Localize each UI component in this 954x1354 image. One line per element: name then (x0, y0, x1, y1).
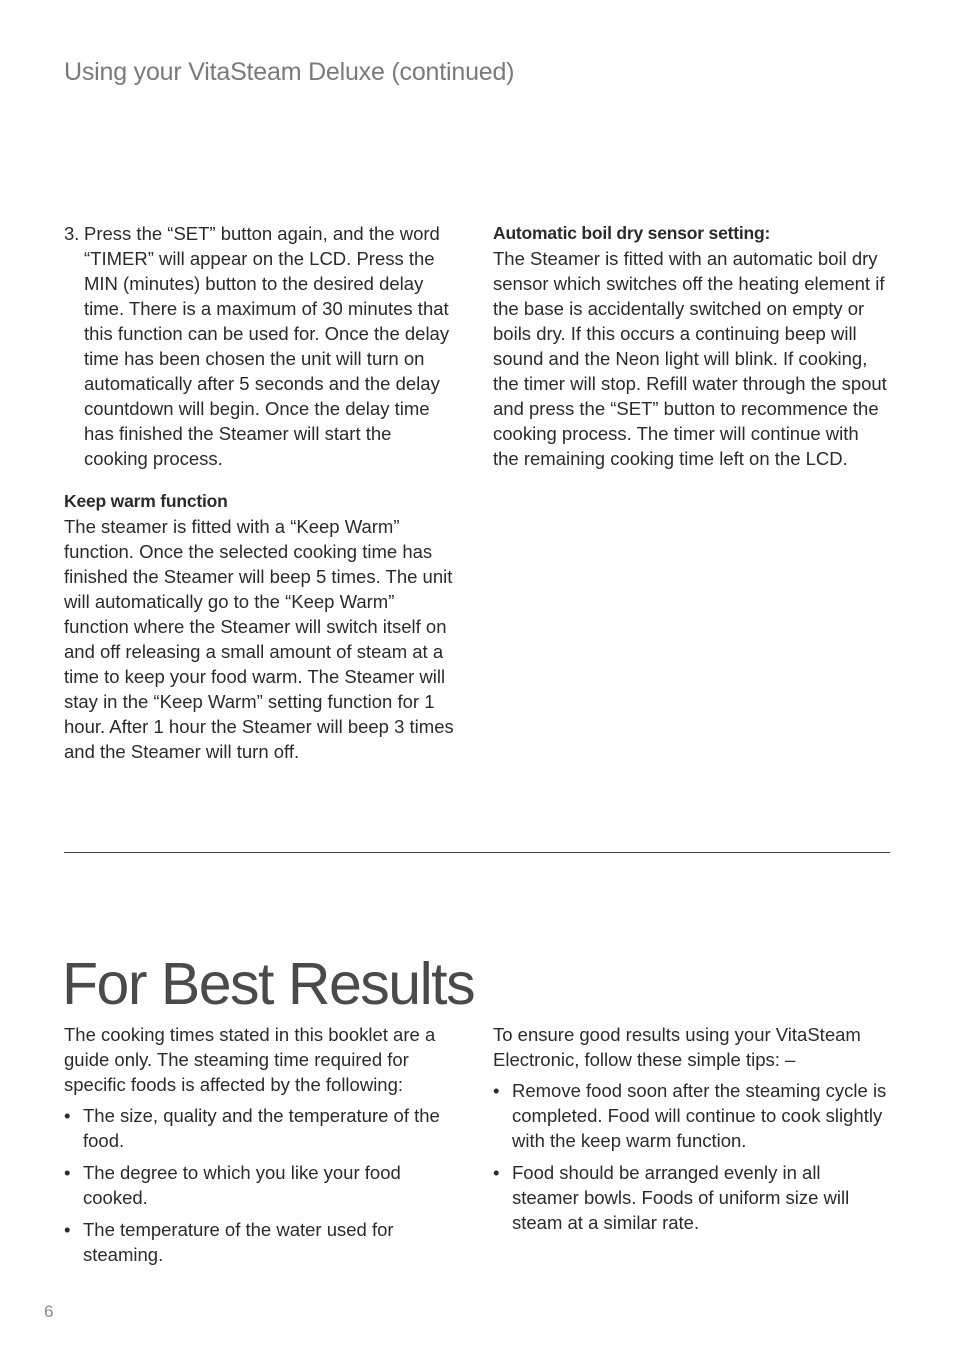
numbered-step-3 (64, 221, 460, 471)
bullet-icon: • (493, 1162, 500, 1183)
list-item-text: Remove food soon after the steaming cycle is completed. Food will continue to cook slightly with the keep warm function. (512, 1080, 887, 1151)
list-item (493, 1160, 889, 1235)
left-bullet-list (64, 1103, 460, 1267)
bullet-icon: • (64, 1219, 71, 1240)
best-results-right-intro: To ensure good results using your VitaSteam Electronic, follow these simple tips: – (493, 1024, 861, 1070)
boil-dry-body: The Steamer is fitted with an automatic boil dry sensor which switches off the heating element if the base is accidentally switched on empty or boils dry. If this occurs a continuing beep will sound and the Neon light will blink. If cooking, the timer will stop. Refill water through the spout and press the “SET” button to recommence the cooking process. The timer will continue with the remaining cooking time left on the LCD. (493, 248, 887, 469)
list-item-text: The temperature of the water used for steaming. (83, 1219, 394, 1265)
section-divider (64, 852, 890, 853)
left-column-top (64, 221, 460, 764)
bullet-icon: • (493, 1080, 500, 1101)
list-item (493, 1078, 889, 1153)
keep-warm-heading: Keep warm function (64, 491, 228, 511)
running-header-title: Using your VitaSteam Deluxe (continued) (64, 58, 515, 86)
page-number: 6 (44, 1302, 54, 1321)
right-column-top (493, 221, 889, 471)
step-number: 3. (64, 223, 80, 244)
right-column-bottom (493, 1022, 889, 1242)
list-item-text: Food should be arranged evenly in all steamer bowls. Foods of uniform size will steam at a similar rate. (512, 1162, 850, 1233)
bullet-icon: • (64, 1105, 71, 1126)
boil-dry-heading: Automatic boil dry sensor setting: (493, 223, 771, 243)
list-item (64, 1160, 460, 1210)
list-item-text: The size, quality and the temperature of the food. (83, 1105, 440, 1151)
step-text: Press the “SET” button again, and the word “TIMER” will appear on the LCD. Press the MIN (minutes) button to the desired delay time. There is a maximum of 30 minutes that this function can be used for. Once the delay time has been chosen the unit will turn on automatically after 5 seconds and the delay countdown will begin. Once the delay time has finished the Steamer will start the cooking process. (84, 223, 450, 469)
best-results-left-intro: The cooking times stated in this booklet are a guide only. The steaming time required for specific foods is affected by the following: (64, 1024, 436, 1095)
list-item (64, 1217, 460, 1267)
left-column-bottom (64, 1022, 460, 1274)
section-title: For Best Results (62, 950, 475, 1017)
keep-warm-body: The steamer is fitted with a “Keep Warm” function. Once the selected cooking time has finished the Steamer will beep 5 times. The unit will automatically go to the “Keep Warm” function where the Steamer will switch itself on and off releasing a small amount of steam at a time to keep your food warm. The Steamer will stay in the “Keep Warm” setting function for 1 hour. After 1 hour the Steamer will beep 3 times and the Steamer will turn off. (64, 516, 454, 762)
list-item (64, 1103, 460, 1153)
list-item-text: The degree to which you like your food cooked. (83, 1162, 401, 1208)
right-bullet-list (493, 1078, 889, 1235)
bullet-icon: • (64, 1162, 71, 1183)
